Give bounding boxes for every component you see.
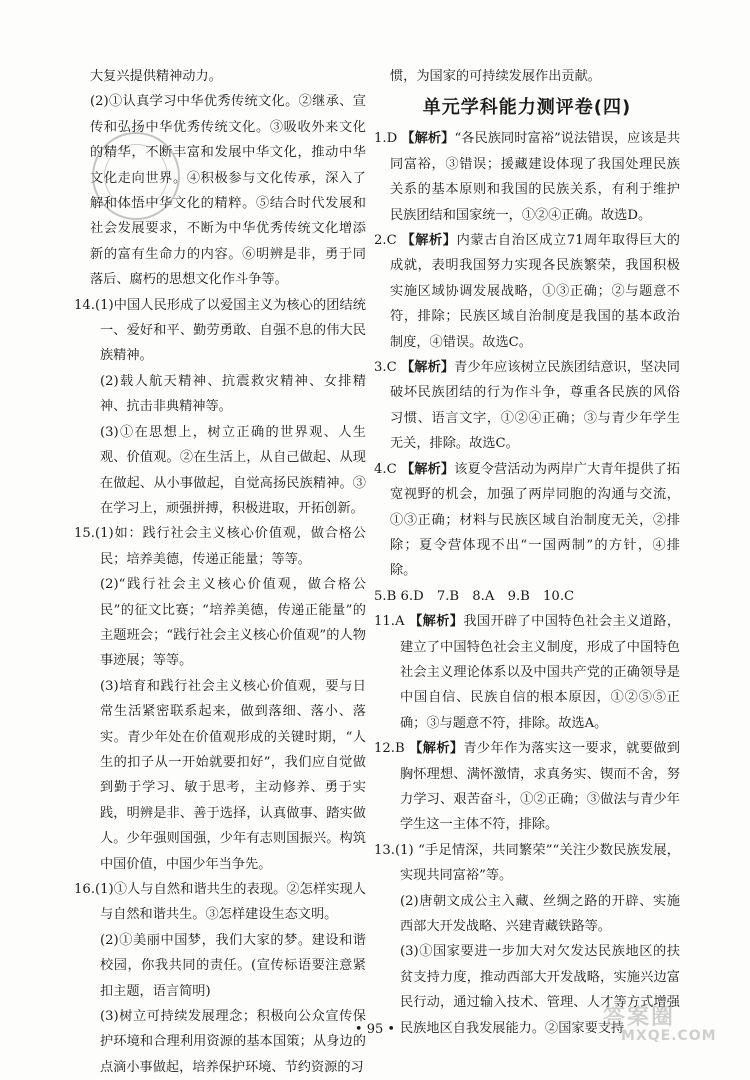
- watermark-logo: [595, 1000, 745, 1046]
- answer-number: 12.B: [374, 741, 405, 757]
- answer-item: [374, 457, 680, 584]
- answer-number: 3.C: [374, 360, 397, 376]
- answer-text: 青少年作为落实这一要求，就要做到胸怀理想、满怀激情，求真务实、锲而不舍，努力学习、艰苦奋斗，①②正确；③做法与青少年学生这一主体不符，排除。: [400, 741, 680, 833]
- answer-item: [374, 584, 680, 609]
- answer-text: “各民族同时富裕”说法错误，应该是共同富裕，③错误；援藏建设体现了我国处理民族关系的基本原则和我国的民族关系，有利于维护民族团结和国家统一，①②④正确。故选D。: [390, 131, 681, 223]
- answer-text: (3)①国家要进一步加大对欠发达民族地区的扶贫支持力度，推动西部大开发战略，实施兴边富民行动，通过输入技术、管理、人才等方式增强民族地区自我发展能力。②国家要支持: [400, 944, 680, 1036]
- answer-number: 1.D: [374, 131, 398, 147]
- answer-paragraph: (2)“践行社会主义核心价值观，做合格公民”的征文比赛；“培养美德，传递正能量”的主题班会；“践行社会主义核心价值观”的人物事迹展；等等。: [100, 577, 366, 669]
- watermark-text: 答案圈: [603, 1005, 676, 1030]
- answer-list: [374, 126, 680, 1041]
- answer-text: 青少年应该树立民族团结意识，坚决同破坏民族团结的行为作斗争，尊重各民族的风俗习惯、语言文字，①②④正确；③与青少年学生无关，排除。故选C。: [390, 360, 680, 452]
- analysis-tag: 【解析】: [400, 360, 455, 376]
- analysis-tag: 【解析】: [400, 461, 455, 477]
- answer-paragraph: 15.(1)如：践行社会主义核心价值观，做合格公民；培养美德，传递正能量；等等。: [74, 526, 366, 567]
- answer-paragraph: (3)培育和践行社会主义核心价值观，要与日常生活紧密联系起来，做到落细、落小、落实。青少年处在价值观形成的关键时期，“人生的扣子从一开始就要扣好”，我们应自觉做到勤于学习、敏于思考，主动修养、勇于实践，明辨是非、善于选择，认真做事、踏实做人。少年强则国强，少年有志则国振兴。构筑中国价值，中国少年当争先。: [100, 678, 366, 872]
- analysis-tag: 【解析】: [409, 614, 464, 630]
- section-title: 单元学科能力测评卷(四): [422, 97, 632, 119]
- analysis-tag: 【解析】: [401, 131, 455, 147]
- page-number: • 95 •: [354, 1022, 396, 1037]
- answer-paragraph: 14.(1)中国人民形成了以爱国主义为核心的团结统一、爱好和平、勤劳勇敢、自强不息的伟大民族精神。: [74, 297, 366, 364]
- answer-item: [374, 838, 680, 889]
- answer-number: 11.A: [374, 614, 405, 630]
- answer-text: 该夏令营活动为两岸广大青年提供了拓宽视野的机会，加强了两岸同胞的沟通与交流，①③正确；材料与民族区域自治制度无关，②排除；夏令营体现不出“一国两制”的方针，④排除。: [390, 461, 680, 579]
- answer-item: [374, 736, 680, 838]
- answer-paragraph: 16.(1)①人与自然和谐共生的表现。②怎样实现人与自然和谐共生。③怎样建设生态文明。: [74, 882, 366, 923]
- watermark-url: MXQE.COM: [621, 1028, 717, 1044]
- answer-paragraph: (3)①在思想上，树立正确的世界观、人生观、价值观。②在生活上，从自己做起、从现在做起、从小事做起，自觉高扬民族精神。③在学习上，顽强拼搏，积极进取，开拓创新。: [100, 424, 366, 516]
- right-column: [374, 64, 680, 1041]
- answer-text: 内蒙古自治区成立71周年取得巨大的成就，表明我国努力实现各民族繁荣，我国积极实施区域协调发展战略，①③正确；②与题意不符，排除；民族区域自治制度是我国的基本政治制度，④错误。故选C。: [390, 233, 680, 350]
- answer-number: 4.C: [374, 461, 397, 477]
- answer-text: (2)唐朝文成公主入藏、丝绸之路的开辟、实施西部大开发战略、兴建青藏铁路等。: [400, 893, 680, 934]
- answer-item: [374, 228, 680, 355]
- answer-text: 我国开辟了中国特色社会主义道路，建立了中国特色社会主义制度，形成了中国特色社会主义理论体系以及中国共产党的正确领导是中国自信、民族自信的根本原因，①②⑤⑤正确；③与题意不符，排除。故选A。: [400, 614, 681, 731]
- answer-item: [374, 126, 680, 228]
- answer-paragraph: (2)①认真学习中华优秀传统文化。②继承、宣传和弘扬中华优秀传统文化。③吸收外来文化的精华，不断丰富和发展中华文化，推动中华文化走向世界。④积极参与文化传承，深入了解和体悟中华文化的精粹。⑤结合时代发展和社会发展要求，不断为中华优秀传统文化增添新的富有生命力的内容。⑥明辨是非，勇于同落后、腐朽的思想文化作斗争等。: [90, 94, 366, 288]
- answer-paragraph: (3)树立可持续发展理念；积极向公众宣传保护环境和合理利用资源的基本国策；从身边的点滴小事做起，培养保护环境、节约资源的习: [100, 1009, 366, 1075]
- answer-text: 6.D 7.B 8.A 9.B 10.C: [400, 588, 575, 604]
- analysis-tag: 【解析】: [409, 741, 464, 757]
- answer-text: “手足情深，共同繁荣”“关注少数民族发展，实现共同富裕”等。: [400, 842, 680, 884]
- analysis-tag: 【解析】: [401, 233, 457, 249]
- answer-item: [374, 609, 680, 736]
- answer-number: 2.C: [374, 233, 397, 249]
- answer-paragraph: (2)①美丽中国梦，我们大家的梦。建设和谐校园，你我共同的责任。(宣传标语要注意紧扣主题，语言简明): [100, 932, 366, 999]
- continued-line: 惯，为国家的可持续发展作出贡献。: [390, 69, 601, 84]
- answer-item: [374, 889, 680, 940]
- answer-number: 13.(1): [374, 842, 414, 858]
- answer-paragraph: 大复兴提供精神动力。: [90, 69, 222, 84]
- answer-number: 5.B: [374, 588, 397, 604]
- answer-paragraph: (2)载人航天精神、抗震救灾精神、女排精神、抗击非典精神等。: [100, 373, 366, 415]
- left-column: [74, 64, 366, 1080]
- answer-item: [374, 355, 680, 457]
